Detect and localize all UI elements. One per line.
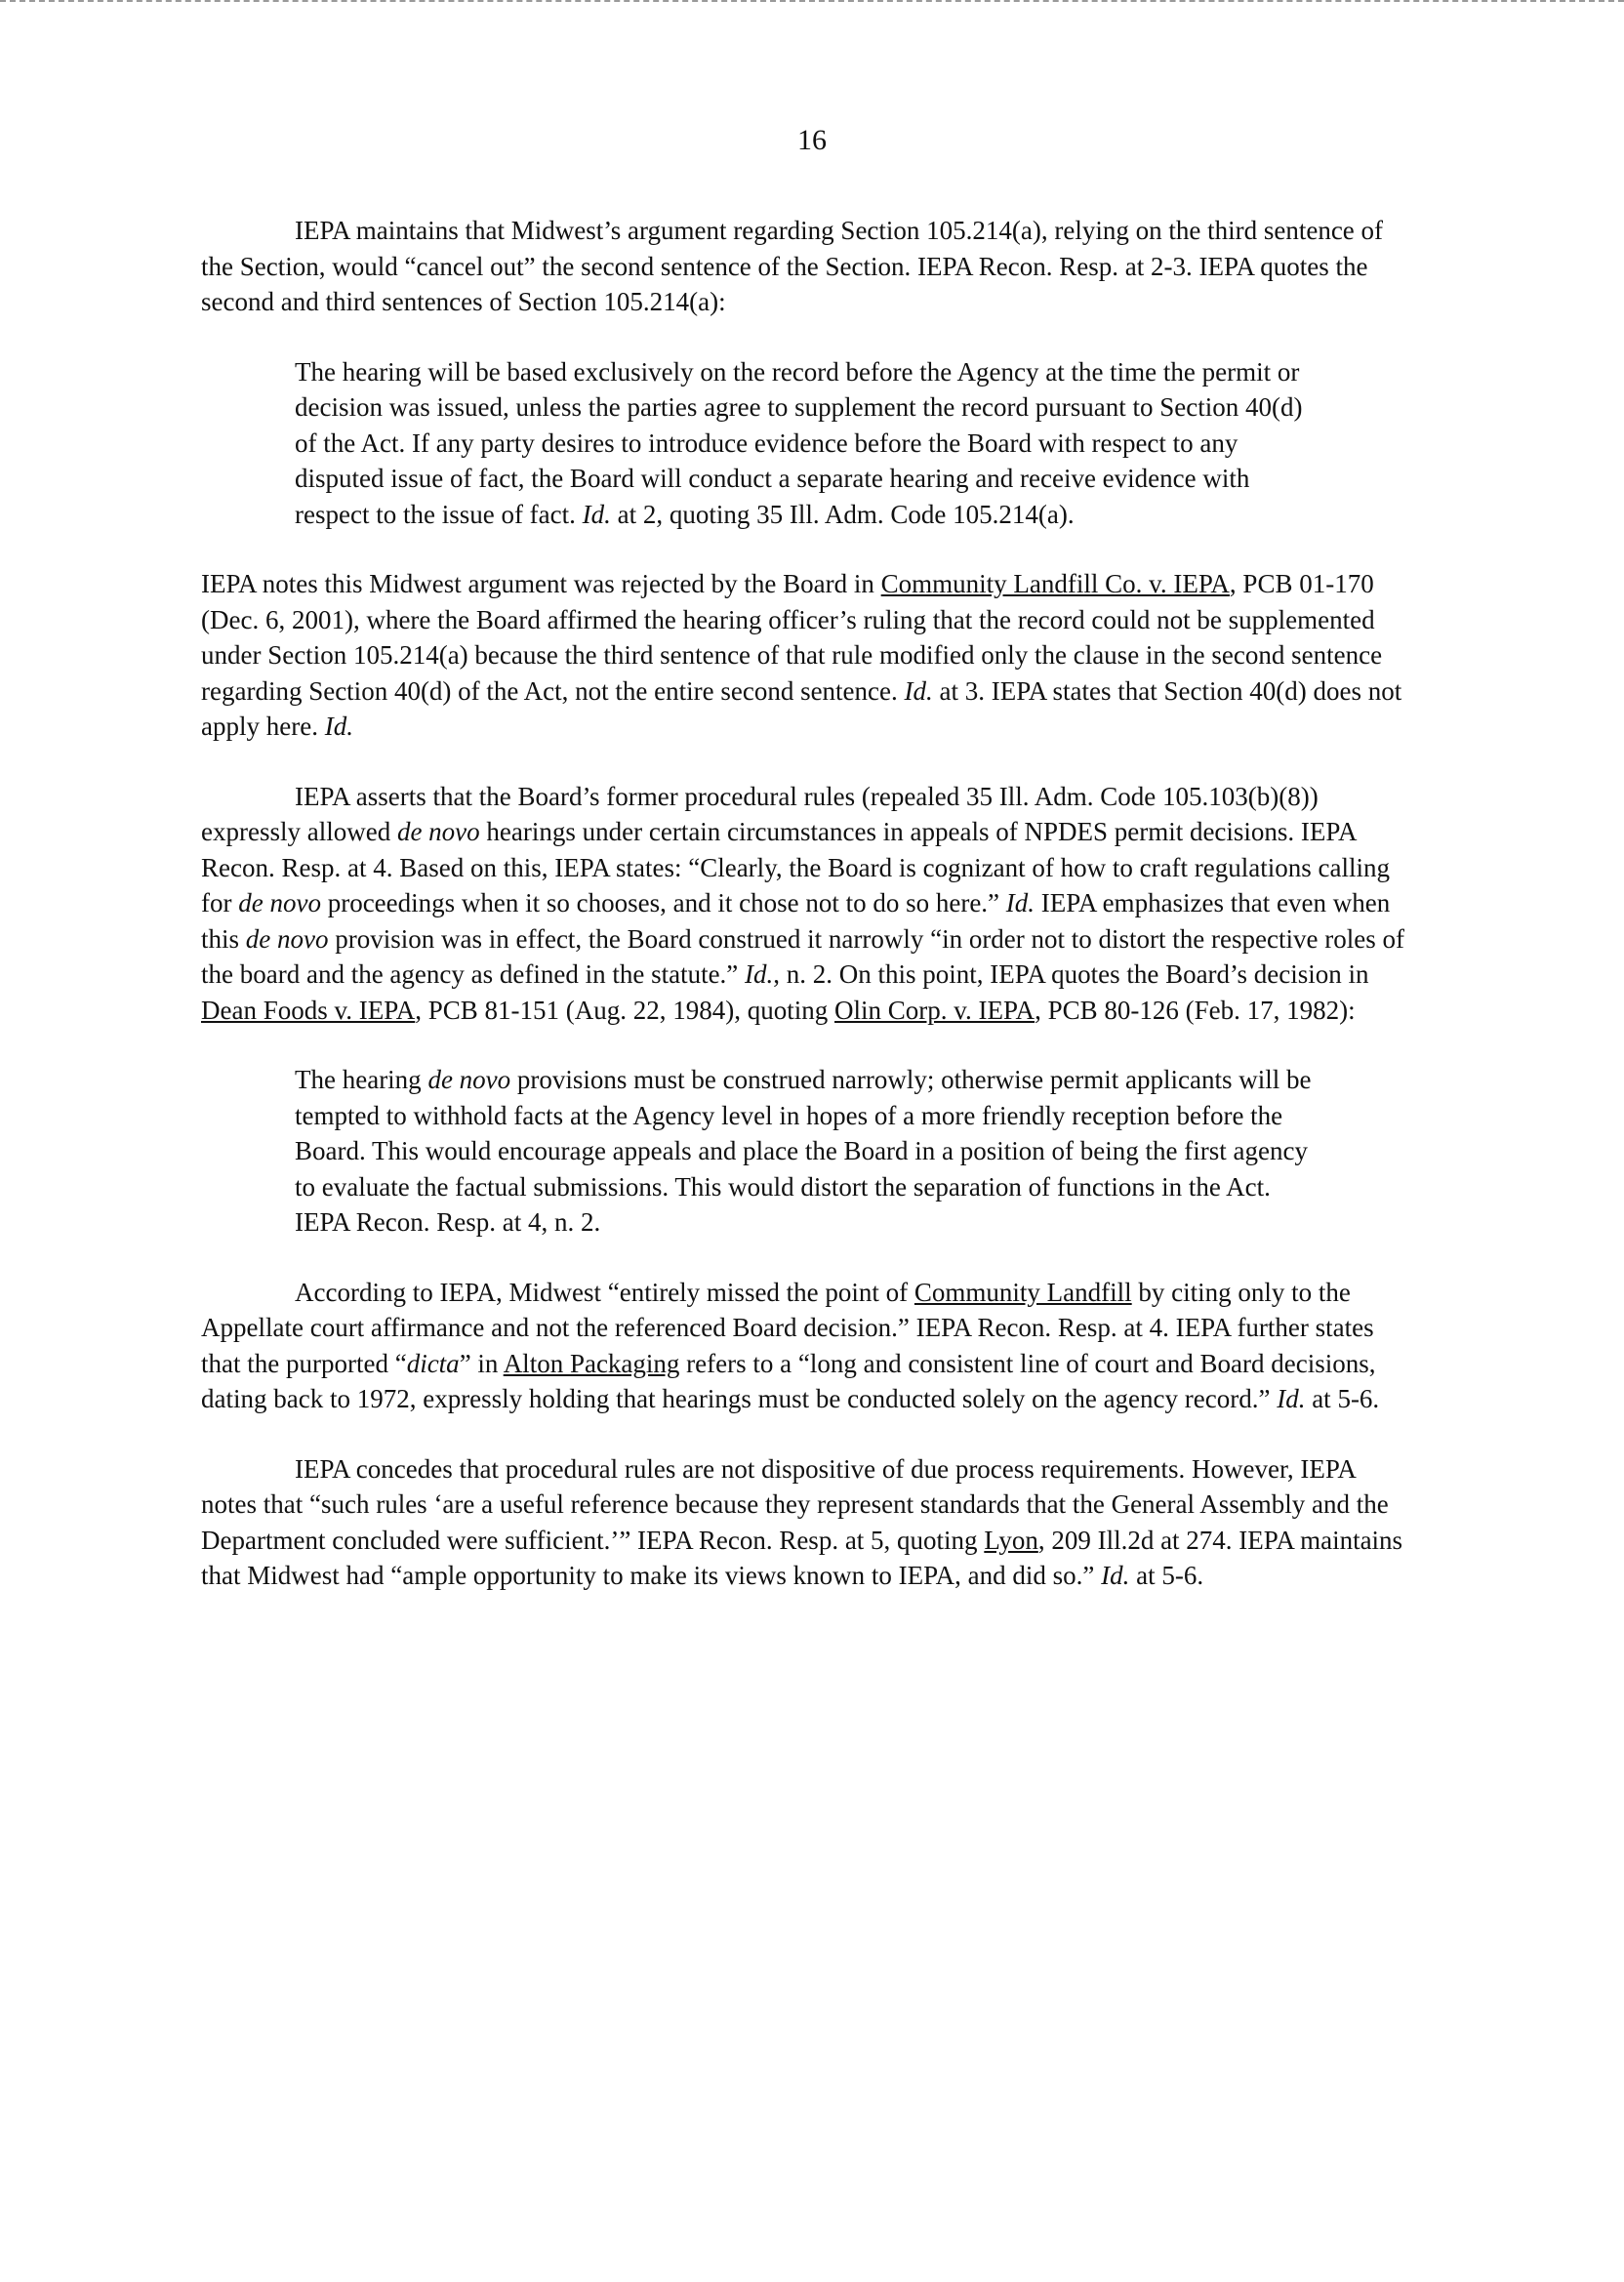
text: provision was in effect, the Board construed it narrowly “in order not to distort the respective roles of the board and the agency as defined in the statute.” xyxy=(201,923,1404,989)
block-quote-2 xyxy=(295,1062,1319,1241)
paragraph-2 xyxy=(201,566,1416,745)
citation-id: Id. xyxy=(324,712,353,741)
text: at 5-6. xyxy=(1305,1384,1380,1413)
italic-term: dicta xyxy=(406,1348,460,1378)
citation-id: Id. xyxy=(1005,888,1035,917)
citation-id: Id. xyxy=(582,499,611,529)
text: , n. 2. On this point, IEPA quotes the Board’s decision in xyxy=(773,959,1369,989)
text: According to IEPA, Midwest “entirely missed the point of xyxy=(295,1277,914,1307)
paragraph-1 xyxy=(201,213,1416,320)
block-quote-1 xyxy=(295,354,1319,533)
citation-id: Id. xyxy=(745,959,774,989)
citation-id: Id. xyxy=(1101,1561,1130,1590)
text: ” in xyxy=(459,1348,504,1378)
case-name: Community Landfill xyxy=(914,1277,1132,1307)
text: IEPA asserts that the Board’s former procedural rules (repealed 35 Ill. Adm. Code 105.103(b)(8)) expressly allowed xyxy=(201,781,1319,846)
case-name: Lyon xyxy=(984,1525,1038,1555)
paragraph-5 xyxy=(201,1451,1416,1594)
text: hearings under certain circumstances in appeals of NPDES permit decisions. IEPA Recon. Resp. at 4. Based on this, IEPA states: “Clearly, the Board is cognizant of how to craft regulations calling for xyxy=(201,817,1390,917)
citation-id: Id. xyxy=(904,675,933,706)
text: The hearing will be based exclusively on the record before the Agency at the time the permit or decision was issued, unless the parties agree to supplement the record pursuant to Section 40(d) of the Act. If any party desires to introduce evidence before the Board with respect to any disputed issue of fact, the Board will conduct a separate hearing and receive evidence with respect to the issue of fact. xyxy=(295,356,1303,529)
page-number: 16 xyxy=(797,124,827,156)
text: IEPA maintains that Midwest’s argument regarding Section 105.214(a), relying on the third sentence of the Section, would “cancel out” the second sentence of the Section. IEPA Recon. Resp. at 2-3. IEPA quotes the second and third sentences of Section 105.214(a): xyxy=(201,216,1384,316)
text: provisions must be construed narrowly; otherwise permit applicants will be tempted to withhold facts at the Agency level in hopes of a more friendly reception before the Board. This would encourage appeals and place the Board in a position of being the first agency to evaluate the factual submissions. This would distort the separation of functions in the Act. IEPA Recon. Resp. at 4, n. 2. xyxy=(295,1065,1312,1237)
italic-term: de novo xyxy=(238,888,321,917)
text: IEPA concedes that procedural rules are not dispositive of due process requirements. However, IEPA notes that “such rules ‘are a useful reference because they represent standards that the General Assembly and the Department concluded were sufficient.’” IEPA Recon. Resp. at 5, quoting xyxy=(201,1453,1389,1555)
scan-top-border xyxy=(0,0,1624,2)
italic-term: de novo xyxy=(245,923,329,954)
text: , PCB 01-170 (Dec. 6, 2001), where the Board affirmed the hearing officer’s ruling that the record could not be supplemented under Section 105.214(a) because the third sentence of that rule modified only the clause in the second sentence regarding Section 40(d) of the Act, not the entire second sentence. xyxy=(201,569,1383,706)
citation-id: Id. xyxy=(1277,1384,1306,1413)
text: The hearing xyxy=(295,1065,428,1094)
document-body xyxy=(201,213,1416,1628)
text: , PCB 80-126 (Feb. 17, 1982): xyxy=(1035,995,1356,1025)
text: IEPA notes this Midwest argument was rejected by the Board in xyxy=(201,569,881,598)
text: at 2, quoting 35 Ill. Adm. Code 105.214(a). xyxy=(610,499,1075,529)
case-name: Alton Packaging xyxy=(503,1348,680,1378)
case-name: Community Landfill Co. v. IEPA xyxy=(880,569,1230,598)
text: by citing only to the Appellate court affirmance and not the referenced Board decision.” IEPA Recon. Resp. at 4. IEPA further states that the purported “ xyxy=(201,1277,1374,1378)
text: at 5-6. xyxy=(1129,1561,1204,1590)
text: refers to a “long and consistent line of court and Board decisions, dating back to 1972, expressly holding that hearings must be conducted solely on the agency record.” xyxy=(201,1348,1376,1413)
paragraph-4 xyxy=(201,1275,1416,1417)
text: , 209 Ill.2d at 274. IEPA maintains that Midwest had “ample opportunity to make its views known to IEPA, and did so.” xyxy=(201,1525,1403,1590)
italic-term: de novo xyxy=(427,1065,511,1094)
italic-term: de novo xyxy=(396,817,480,846)
text: IEPA emphasizes that even when this xyxy=(201,888,1391,954)
text: proceedings when it so chooses, and it chose not to do so here.” xyxy=(320,888,1006,917)
text: , PCB 81-151 (Aug. 22, 1984), quoting xyxy=(415,995,835,1025)
text: at 3. IEPA states that Section 40(d) does not apply here. xyxy=(201,675,1402,741)
paragraph-3 xyxy=(201,779,1416,1029)
case-name: Olin Corp. v. IEPA xyxy=(834,995,1035,1025)
case-name: Dean Foods v. IEPA xyxy=(201,995,416,1025)
